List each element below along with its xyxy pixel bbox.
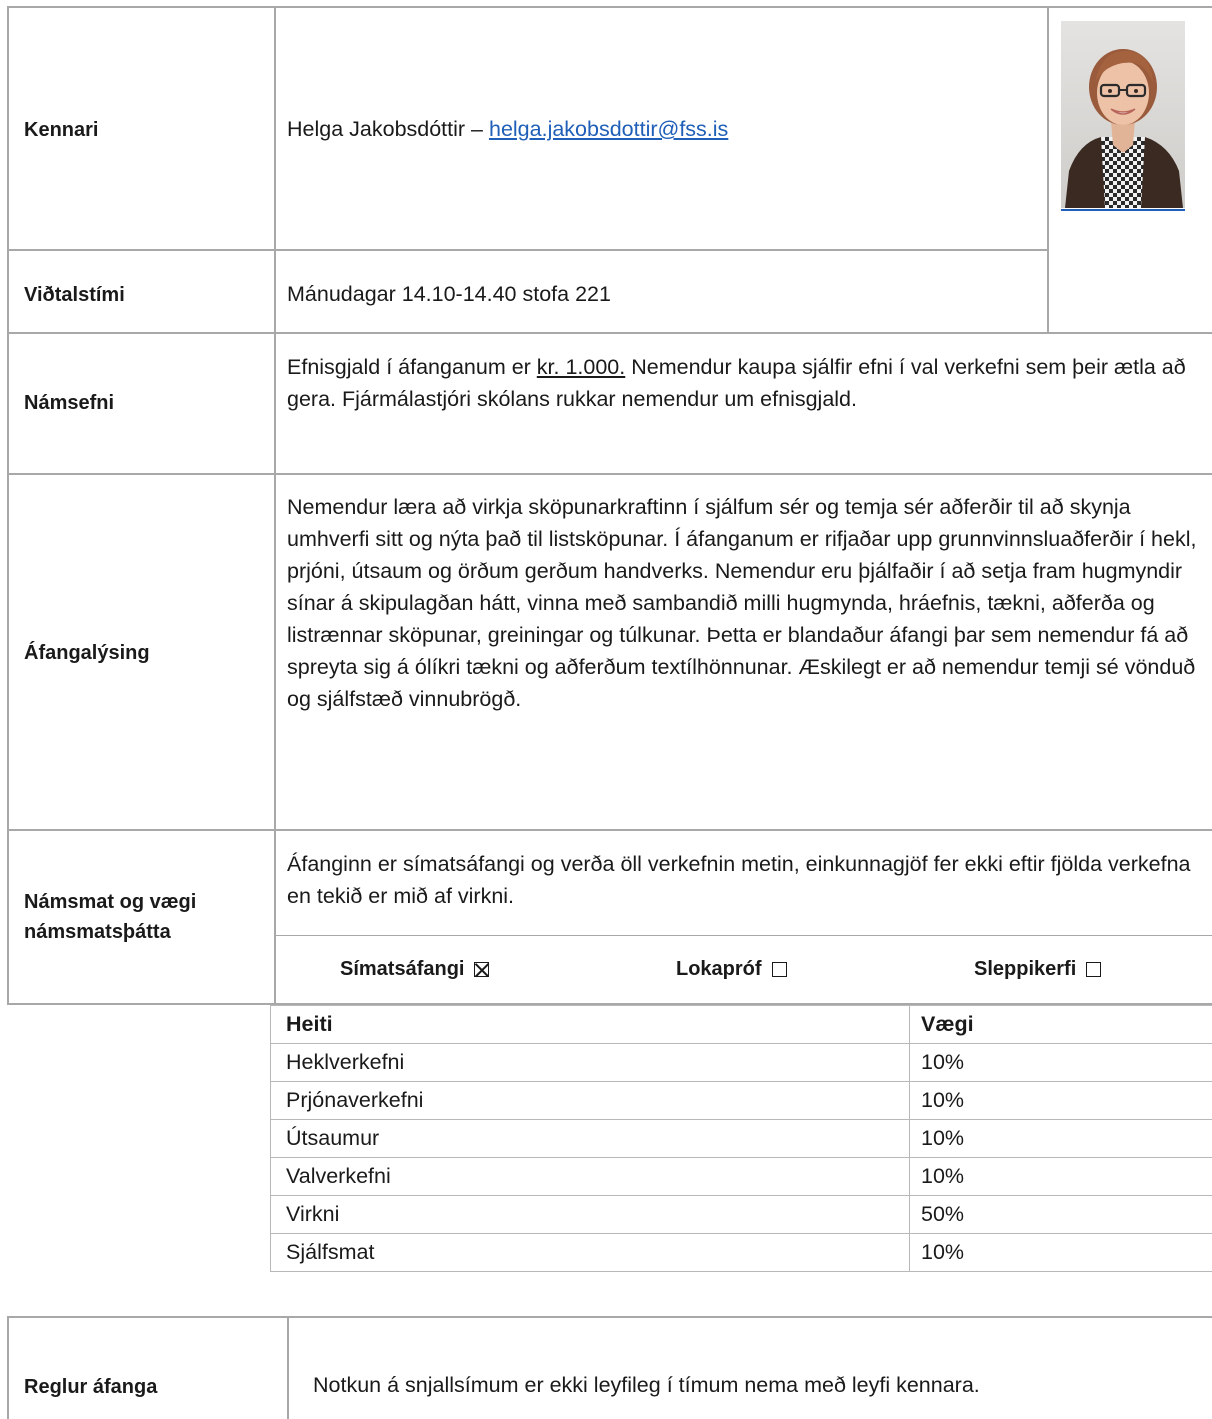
grading-header-name: Heiti — [286, 1012, 333, 1036]
materials-text — [287, 351, 1203, 415]
unchecked-box-icon — [1086, 962, 1101, 977]
photo-link-underline — [1061, 209, 1185, 211]
option-final-exam — [676, 954, 787, 984]
grading-row-name: Prjónaverkefni — [286, 1088, 424, 1112]
teacher-email-link[interactable]: helga.jakobsdottir@fss.is — [488, 117, 729, 141]
checked-box-icon — [474, 962, 489, 977]
grading-row-weight: 10% — [921, 1050, 965, 1074]
name-email-separator: – — [465, 117, 489, 141]
rules-label: Reglur áfanga — [24, 1376, 158, 1398]
option-label: Lokapróf — [676, 958, 762, 980]
materials-text-after: Nemendur kaupa sjálfir efni í val verkefni sem þeir ætla að gera. Fjármálastjóri skólans rukkar nemendur um efnisgjald. — [287, 355, 1186, 411]
option-label: Sleppikerfi — [974, 958, 1077, 980]
grading-row-name: Útsaumur — [286, 1126, 380, 1150]
teacher-photo — [1061, 21, 1185, 208]
assessment-label-line2: námsmatsþátta — [24, 921, 171, 943]
assessment-label-line1: Námsmat og vægi — [24, 891, 197, 913]
grading-row-weight: 10% — [921, 1240, 965, 1264]
grading-row-name: Virkni — [286, 1202, 340, 1226]
grading-row-name: Heklverkefni — [286, 1050, 405, 1074]
assessment-label — [24, 887, 264, 947]
office-hours-value: Mánudagar 14.10-14.40 stofa 221 — [287, 282, 611, 306]
option-continuous-assessment — [340, 954, 489, 984]
unchecked-box-icon — [772, 962, 787, 977]
assessment-text: Áfanginn er símatsáfangi og verða öll verkefnin metin, einkunnagjöf fer ekki eftir fjölda verkefna en tekið er mið af virkni. — [287, 852, 1191, 908]
office-hours-label: Viðtalstími — [24, 284, 125, 306]
description-text: Nemendur læra að virkja sköpunarkraftinn í sjálfum sér og temja sér aðferðir til að skynja umhverfi sitt og nýta það til listsköpunar. Í áfanganum er rifjaðar upp grunnvinnsluaðferðir í hekl, prjóni, útsaum og örðum gerðum handverks. Nemendur eru þjálfaðir í að setja fram hugmyndir sínar á skipulagðan hátt, vinna með sambandið milli hugmynda, hráefnis, tækni, aðferða og listrænnar sköpunar, greiningar og túlkunar. Þetta er blandaður áfangi þar sem nemendur fá að spreyta sig á ólíkri tækni og aðferðum textílhönnunar. Æskilegt er að nemendur temji sé vönduð og sjálfstæð vinnubrögð. — [287, 495, 1197, 711]
teacher-label: Kennari — [24, 119, 99, 141]
materials-text-before: Efnisgjald í áfanganum er — [287, 355, 537, 379]
materials-label: Námsefni — [24, 392, 115, 414]
materials-fee: kr. 1.000. — [536, 355, 626, 379]
grading-header-weight: Vægi — [921, 1012, 974, 1036]
grading-row-weight: 10% — [921, 1088, 965, 1112]
option-label: Símatsáfangi — [340, 958, 465, 980]
teacher-contact — [287, 113, 728, 145]
option-skip-system — [974, 954, 1101, 984]
rules-text: Notkun á snjallsímum er ekki leyfileg í tímum nema með leyfi kennara. — [313, 1373, 980, 1397]
teacher-name: Helga Jakobsdóttir — [287, 117, 466, 141]
grading-row-name: Sjálfsmat — [286, 1240, 375, 1264]
grading-row-name: Valverkefni — [286, 1164, 391, 1188]
grading-row-weight: 10% — [921, 1126, 965, 1150]
grading-row-weight: 10% — [921, 1164, 965, 1188]
description-label: Áfangalýsing — [24, 642, 150, 664]
grading-row-weight: 50% — [921, 1202, 965, 1226]
